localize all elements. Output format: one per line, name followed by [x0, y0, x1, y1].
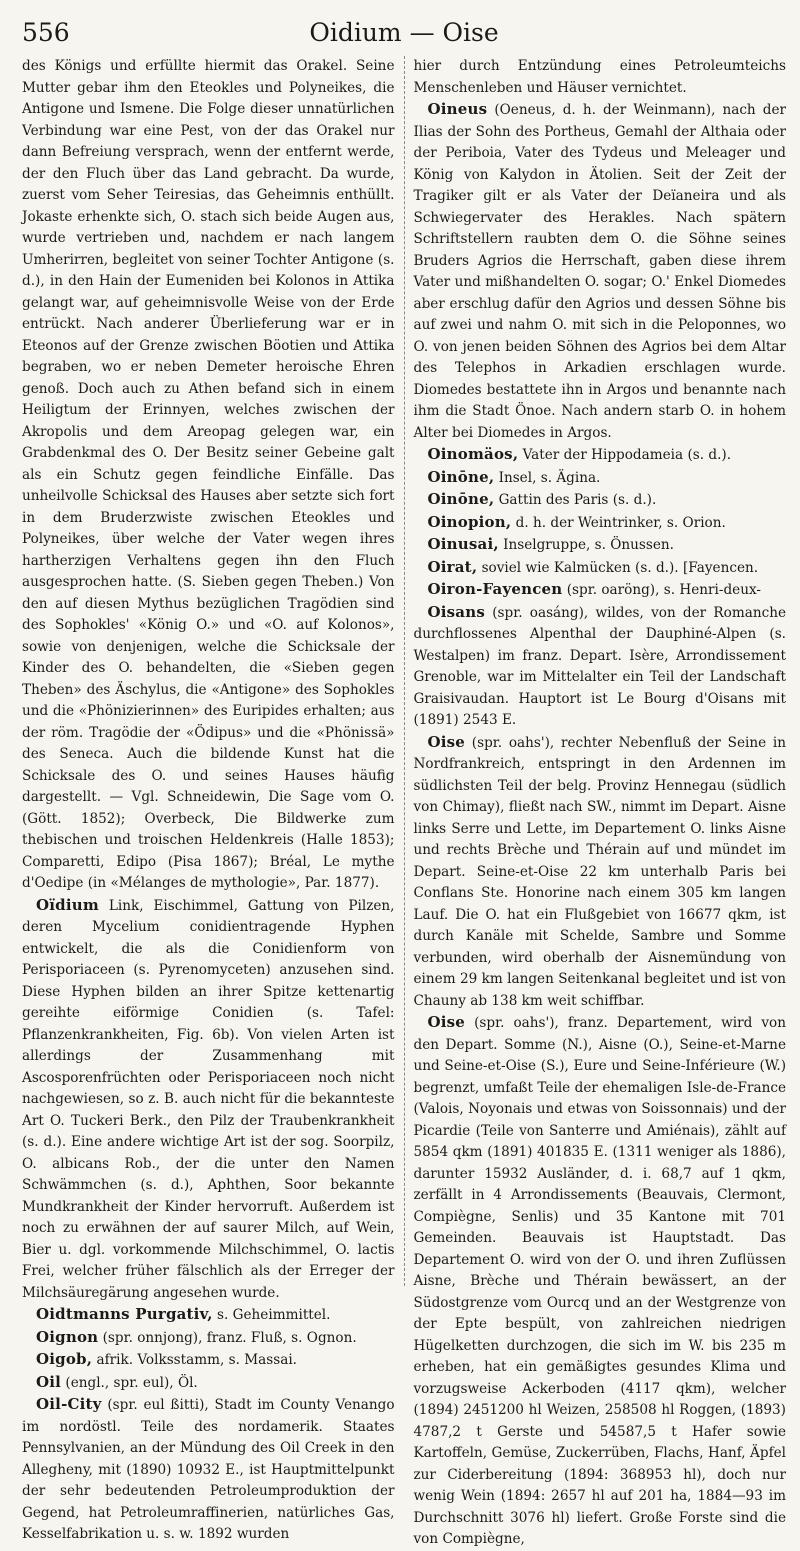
entry-headword: Oinusai, [427, 535, 499, 553]
entry-headword: Oirat, [427, 557, 478, 576]
dictionary-entry [414, 1012, 787, 1551]
left-column [22, 56, 404, 1542]
dictionary-entry [22, 1304, 395, 1327]
dictionary-entry [414, 512, 787, 535]
entry-headword: Oinōne, [427, 467, 495, 486]
entry-headword: Oidtmanns Purgativ, [36, 1305, 213, 1323]
entry-body: afrik. Volksstamm, s. Massai. [96, 1352, 298, 1368]
entry-headword: Oignon [36, 1327, 99, 1346]
entry-body: s. Geheimmittel. [217, 1307, 331, 1323]
entry-headword: Oineus [427, 100, 488, 118]
entry-headword: Oise [427, 1013, 466, 1031]
dictionary-entry [414, 602, 787, 732]
entry-headword: Oigob, [36, 1350, 93, 1368]
entry-body: d. h. der Weintrinker, s. Orion. [515, 514, 726, 531]
page-header [22, 14, 786, 56]
entry-body: (Oeneus, d. h. der Weinmann), nach der Ilias der Sohn des Portheus, Gemahl der Althaia oder der Periboia, Vater des Tydeus und Meleager und König von Kalydon in Ätolien. Seit der Zeit der Tragiker gilt er als Vater der Deïaneira und als Schwiegervater des Herakles. Nach spätern Schriftstellern raubten dem O. die Söhne seines Bruders Agrios die Herrschaft, gaben diese ihrem Vater und mißhandelten O. sogar; O.' Enkel Diomedes aber erschlug dafür den Agrios und dessen Söhne bis auf zwei und nahm O. mit sich in die Peloponnes, wo O. von jenen beiden Söhnen des Agrios bei dem Altar des Telephos in Arkadien erschlagen wurde. Diomedes bestattete ihn in Argos und benannte nach ihm die Stadt Önoe. Nach andern starb O. in hohem Alter bei Diomedes in Argos. [413, 102, 786, 441]
entry-headword: Oiron-Fayencen [427, 580, 563, 598]
entry-body: Vater der Hippodameia (s. d.). [522, 447, 732, 463]
dictionary-entry [22, 1394, 395, 1546]
entry-headword: Oil [36, 1372, 62, 1391]
dictionary-entry [414, 489, 787, 512]
running-head: Oidium — Oise [309, 18, 499, 47]
entry-body: Inselgruppe, s. Önussen. [503, 537, 674, 553]
dictionary-entry [414, 56, 787, 99]
entry-body: des Königs und erfüllte hiermit das Orakel. Seine Mutter gebar ihm den Eteokles und Polyneikes, die Antigone und Ismene. Die Folge dieser unnatürlichen Verbindung war eine Pest, von der das Orakel nur dann Befreiung versprach, wenn der entfernt werde, der den Fluch über das Land gebracht. Da wurde, zuerst vom Seher Teiresias, das Geheimnis enthüllt. Jokaste erhenkte sich, O. stach sich beide Augen aus, wurde vertrieben und, nachdem er nach langem Umherirren, begleitet von seiner Tochter Antigone (s. d.), in den Hain der Eumeniden bei Kolonos in Attika gelangt war, auf geheimnisvolle Weise von der Erde entrückt. Nach anderer Überlieferung war er in Eteonos auf der Grenze zwischen Böotien und Attika begraben, wo er neben Demeter heroische Ehren genoß. Doch auch zu Athen befand sich in einem Heiligtum der Erinnyen, welches zwischen der Akropolis und dem Areopag gelegen war, ein Grabdenkmal des O. Der Besitz seiner Gebeine galt als ein Schutz gegen feindliche Einfälle. Das unheilvolle Schicksal des Hauses aber setzte sich fort in dem Bruderzwiste zwischen Eteokles und Polyneikes, über welche der Vater wegen ihres hartherzigen Verhaltens gegen ihn den Fluch ausgesprochen hatte. (S. Sieben gegen Theben.) Von den auf diesen Mythus bezüglichen Tragödien sind des Sophokles' «König O.» und «O. auf Kolonos», sowie von denjenigen, welche die Schicksale der Kinder des O. behandelten, die «Sieben gegen Theben» des Äschylus, die «Antigone» des Sophokles und die «Phönizierinnen» des Euripides erhalten; aus der röm. Tragödie der «Ödipus» und die «Phönissä» des Seneca. Auch die bildende Kunst hat die Schicksale des O. und seines Hauses häufig dargestellt. — Vgl. Schneidewin, Die Sage vom O. (Gött. 1852); Overbeck, Die Bildwerke zum thebischen und troischen Heldenkreis (Halle 1853); Comparetti, Edipo (Pisa 1867); Bréal, Le mythe d'Oedipe (in «Mélanges de mythologie», Par. 1877). [22, 58, 395, 891]
dictionary-entry [414, 557, 787, 580]
dictionary-entry [22, 1327, 395, 1350]
entry-body: hier durch Entzündung eines Petroleumteichs Menschenleben und Häuser vernichtet. [413, 58, 786, 96]
dictionary-entry [414, 579, 787, 602]
dictionary-entry [414, 732, 787, 1013]
entry-body: (spr. eul ßitti), Stadt im County Venango im nordöstl. Teile des nordamerik. Staates Pennsylvanien, an der Mündung des Oil Creek in den Allegheny, mit (1890) 10932 E., ist Hauptmittelpunkt der sehr bedeutenden Petroleumproduktion der Gegend, hat Petroleumraffinerien, natürliches Gas, Kesselfabrikation u. s. w. 1892 wurden [22, 1397, 395, 1542]
dictionary-entry [22, 56, 395, 895]
dictionary-entry [22, 1349, 395, 1372]
entry-body: (spr. onnjong), franz. Fluß, s. Ognon. [102, 1329, 357, 1346]
entry-body: Link, Eischimmel, Gattung von Pilzen, deren Mycelium conidientragende Hyphen entwickelt, die als die Conidienform von Perisporiaceen (s. Pyrenomyceten) anzusehen sind. Diese Hyphen bilden an ihrer Spitze kettenartig gereihte eiförmige Conidien (s. Tafel: Pflanzenkrankheiten, Fig. 6b). Von vielen Arten ist allerdings der Zusammenhang mit Ascosporenfrüchten oder Perisporiaceen noch nicht nachgewiesen, so z. B. auch nicht für die bekannteste Art O. Tuckeri Berk., den Pilz der Traubenkrankheit (s. d.). Eine andere wichtige Art ist der sog. Soorpilz, O. albicans Rob., der die unter den Namen Schwämmchen (s. d.), Aphthen, Soor bekannte Mundkrankheit der Kinder hervorruft. Außerdem ist noch zu erwähnen der auf saurer Milch, auf Wein, Bier u. dgl. vorkommende Milchschimmel, O. lactis Frei, welcher früher fälschlich als der Erreger der Milchsäuregärung angesehen wurde. [22, 897, 395, 1301]
entry-body: (spr. oaröng), s. Henri-deux- [566, 582, 761, 598]
dictionary-entry [414, 444, 787, 467]
entry-body: (spr. oahs'), rechter Nebenfluß der Seine in Nordfrankreich, entspringt in den Ardennen im südlichsten Teil der belg. Provinz Hennegau (südlich von Chimay), fließt nach SW., nimmt im Depart. Aisne links Serre und Lette, im Departement O. links Aisne und rechts Brèche und Thérain auf und mündet im Depart. Seine-et-Oise 22 km unterhalb Paris bei Conflans Ste. Honorine nach einem 305 km langen Lauf. Die O. hat ein Flußgebiet von 16677 qkm, ist durch Kanäle mit Schelde, Sambre und Somme verbunden, wird oberhalb der Aisnemündung von einem 29 km langen Seitenkanal begleitet und ist von Chauny ab 138 km weit schiffbar. [413, 734, 786, 1009]
dictionary-entry [22, 895, 395, 1305]
entry-headword: Oil-City [36, 1395, 102, 1413]
entry-headword: Oinōne, [427, 490, 495, 508]
dictionary-entry [414, 534, 787, 557]
entry-body: (engl., spr. eul), Öl. [65, 1374, 198, 1391]
entry-headword: Oinopion, [427, 512, 512, 531]
dictionary-entry [414, 99, 787, 444]
dictionary-entry [22, 1372, 395, 1395]
text-columns [22, 56, 786, 1547]
entry-body: (spr. oahs'), franz. Departement, wird von den Depart. Somme (N.), Aisne (O.), Seine-et-Marne und Seine-et-Oise (S.), Eure und Seine-Inférieure (W.) begrenzt, umfaßt Teile der ehemaligen Isle-de-France (Valois, Noyonais und etwas von Soissonnais) und der Picardie (Teile von Santerre und Amiénais), zählt auf 5854 qkm (1891) 401835 E. (1311 weniger als 1886), darunter 15932 Ausländer, d. i. 68,7 auf 1 qkm, zerfällt in 4 Arrondissements (Beauvais, Clermont, Compiègne, Senlis) und 35 Kantone mit 701 Gemeinden. Beauvais ist Hauptstadt. Das Departement O. wird von der O. und ihren Zuflüssen Aisne, Brèche und Thérain bewässert, an der Südostgrenze vom Ourcq und an der Westgrenze von der Epte bespült, von zahlreichen niedrigen Hügelketten durchzogen, die sich im W. bis 235 m erheben, hat ein gemäßigtes gesundes Klima und vorzugsweise Ackerboden (4117 qkm), welcher (1894) 2451200 hl Weizen, 258508 hl Roggen, (1893) 4787,2 t Gerste und 54587,5 t Hafer sowie Kartoffeln, Gemüse, Zuckerrüben, Flachs, Hanf, Äpfel zur Ciderbereitung (1894: 368953 hl), doch nur wenig Wein (1894: 2657 hl auf 201 ha, 1884—93 im Durchschnitt 3076 hl) liefert. Große Forste sind die von Compiègne, [413, 1015, 786, 1547]
entry-body: Insel, s. Ägina. [498, 469, 601, 486]
entry-body: soviel wie Kalmücken (s. d.). [Fayencen. [481, 559, 759, 576]
entry-body: Gattin des Paris (s. d.). [498, 492, 657, 508]
dictionary-entry [414, 467, 787, 490]
right-column [405, 56, 787, 1547]
page-number: 556 [22, 18, 70, 47]
entry-body: (spr. oasáng), wildes, von der Romanche durchflossenes Alpenthal der Dauphiné-Alpen (s. Westalpen) im franz. Depart. Isère, Arrondissement Grenoble, war im Mittelalter ein Teil der Landschaft Graisivaudan. Hauptort ist Le Bourg d'Oisans mit (1891) 2543 E. [413, 604, 786, 728]
entry-headword: Oise [427, 732, 466, 751]
entry-headword: Oinomäos, [427, 445, 519, 463]
entry-headword: Oïdium [36, 895, 99, 914]
entry-headword: Oisans [427, 602, 485, 621]
